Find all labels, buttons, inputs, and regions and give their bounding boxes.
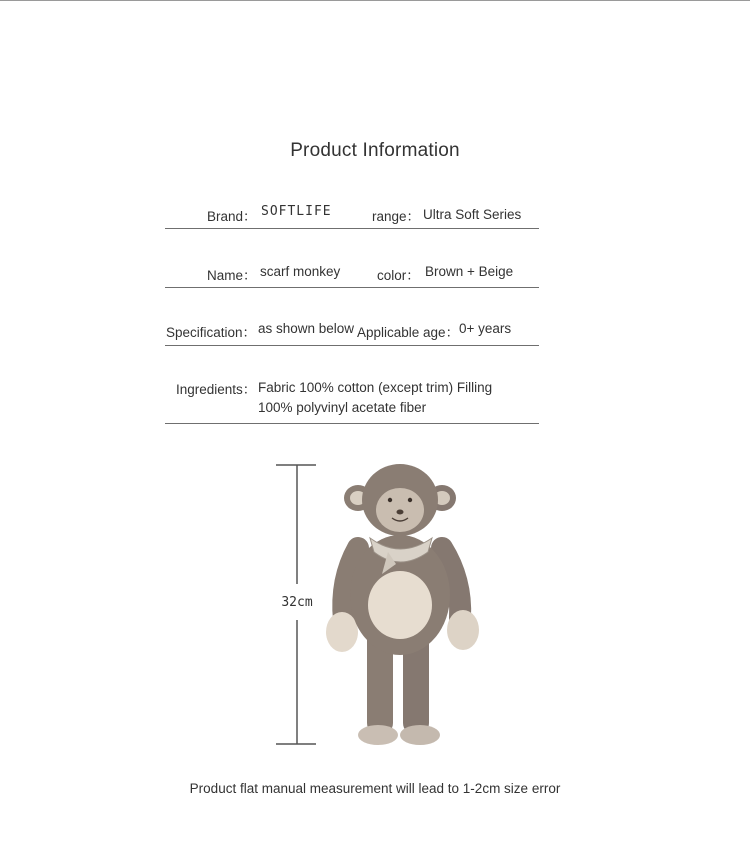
name-value: scarf monkey (260, 264, 341, 279)
specification-label: Specification： (166, 325, 257, 340)
info-row-name (165, 254, 539, 288)
ingredients-label: Ingredients： (176, 382, 257, 397)
color-label: color： (377, 268, 420, 283)
info-row-specification (165, 312, 539, 346)
top-divider (0, 0, 750, 1)
age-label: Applicable age： (357, 325, 460, 340)
name-label: Name： (207, 268, 257, 283)
age-value: 0+ years (459, 321, 512, 336)
range-label: range： (372, 209, 421, 224)
brand-label: Brand： (207, 209, 257, 224)
info-row-brand (165, 195, 539, 229)
ingredients-value: Fabric 100% cotton (except trim) Filling 100% polyvinyl acetate fiber (258, 380, 493, 415)
range-value: Ultra Soft Series (423, 207, 522, 222)
height-measure-label: 32cm (281, 595, 313, 610)
specification-value: as shown below (258, 321, 355, 336)
product-figure (270, 460, 510, 750)
color-value: Brown + Beige (425, 264, 514, 279)
monkey-measurement-svg (270, 460, 510, 750)
plush-monkey-image (326, 464, 479, 745)
measurement-note: Product flat manual measurement will lead to 1-2cm size error (189, 781, 561, 796)
brand-value: SOFTLIFE (261, 204, 332, 219)
info-row-ingredients (165, 370, 539, 424)
section-title: Product Information (290, 140, 460, 161)
